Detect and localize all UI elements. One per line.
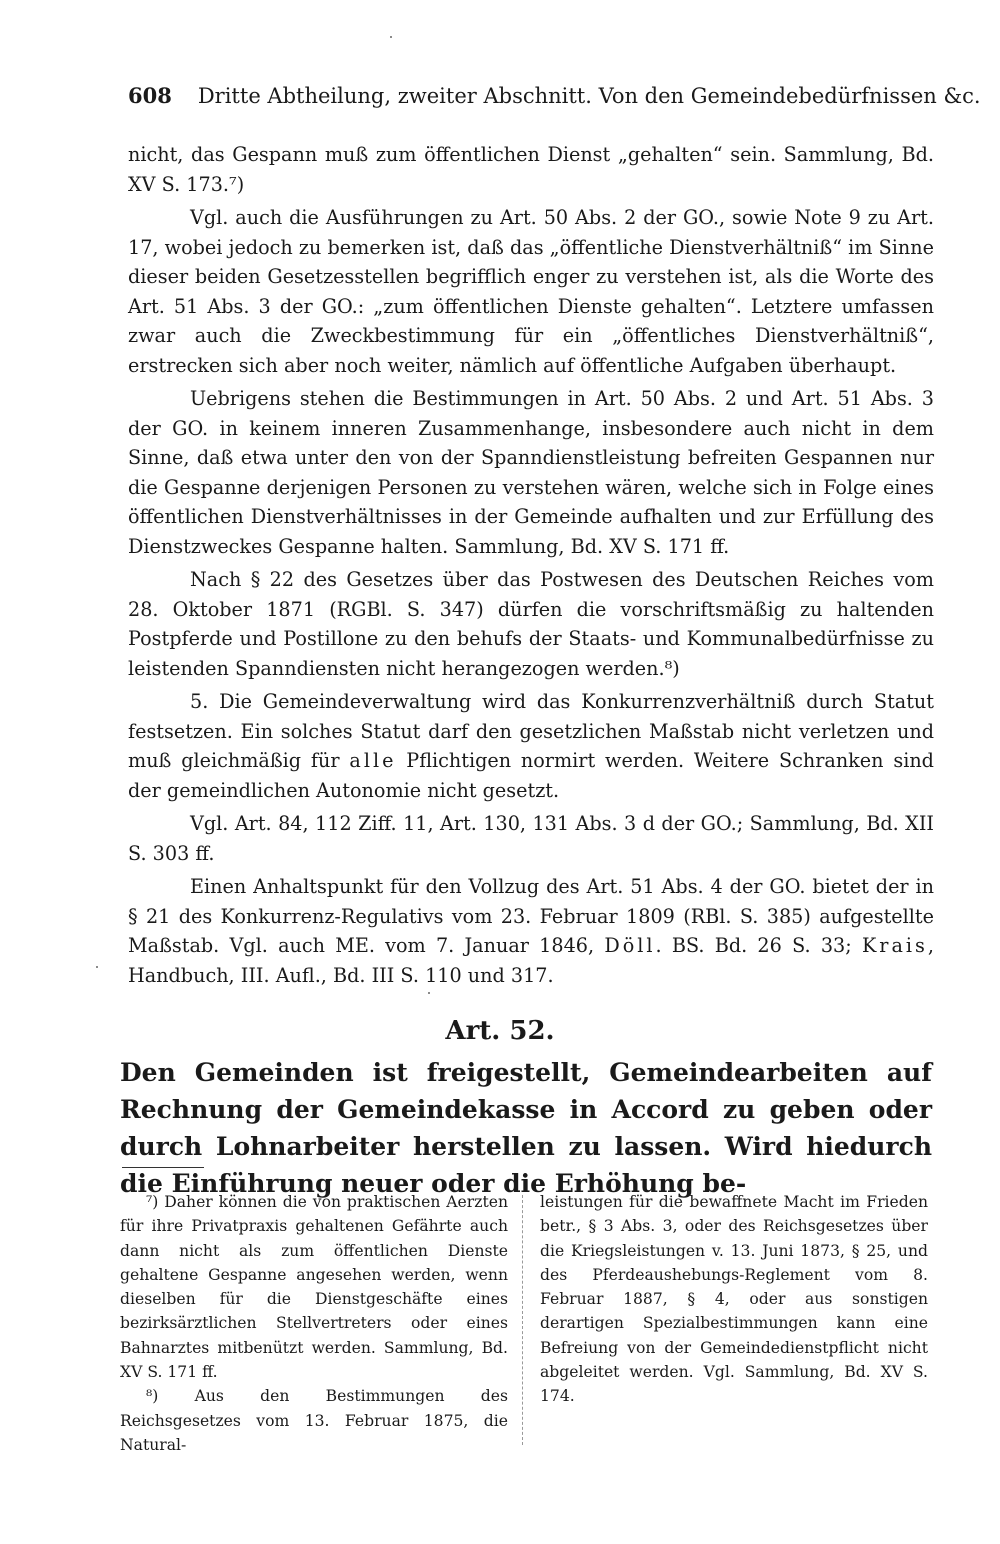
main-text — [128, 140, 934, 994]
page-number: 608 — [128, 83, 172, 108]
running-header — [128, 82, 981, 110]
paragraph-5-part-b: Pflichtigen normirt werden. Weitere Schranken sind der gemeindlichen Autonomie nicht gesetzt. — [128, 749, 934, 802]
paragraph-7-mid: . BS. Bd. 26 S. 33; — [655, 934, 852, 957]
footnote-column-right — [540, 1190, 928, 1409]
paragraph-3: Uebrigens stehen die Bestimmungen in Art. 50 Abs. 2 und Art. 51 Abs. 3 der GO. in keinem inneren Zusammenhange, insbesondere auch nicht in dem Sinne, daß etwa unter den von der Spanndienstleistung befreiten Gespannen nur die Gespanne derjenigen Personen zu verstehen wären, welche sich in Folge eines öffentlichen Dienstverhältnisses in der Gemeinde aufhalten und zur Erfüllung des Dienstzweckes Gespanne halten. Sammlung, Bd. XV S. 171 ff. — [128, 387, 934, 558]
article-text: Den Gemeinden ist freigestellt, Gemeindearbeiten auf Rechnung der Gemeindekasse in Accord zu geben oder durch Lohnarbeiter herstellen zu lassen. Wird hiedurch die Einführung neuer oder die Erhöhung be- — [120, 1058, 932, 1198]
author-doell: Döll — [604, 934, 656, 957]
paper-speck — [428, 992, 430, 994]
footnote-rule — [122, 1167, 204, 1168]
footnote-7: ⁷) Daher können die von praktischen Aerzten für ihre Privatpraxis gehaltenen Gefährte auch dann nicht als zum öffentlichen Dienste gehaltene Gespanne angesehen werden, wenn dieselben für die Dienstgeschäfte eines bezirksärztlichen Stellvertreters oder eines Bahnarztes mitbenützt werden. Sammlung, Bd. XV S. 171 ff. — [120, 1193, 508, 1382]
paragraph-4: Nach § 22 des Gesetzes über das Postwesen des Deutschen Reiches vom 28. Oktober 1871 (RGBl. S. 347) dürfen die vorschriftsmäßig zu haltenden Postpferde und Postillone zu den behufs der Staats- und Kommunalbedürfnisse zu leistenden Spanndiensten nicht herangezogen werden.⁸) — [128, 568, 934, 680]
footnote-column-left — [120, 1190, 508, 1457]
paragraph-5-emphasis: alle — [349, 749, 397, 772]
paragraph-7 — [128, 872, 934, 990]
column-divider — [522, 1195, 523, 1445]
paper-speck — [390, 36, 392, 38]
paragraph-6: Vgl. Art. 84, 112 Ziff. 11, Art. 130, 131 Abs. 3 d der GO.; Sammlung, Bd. XII S. 303 ff. — [128, 812, 934, 865]
article-heading: Art. 52. — [445, 1016, 555, 1046]
paragraph-2: Vgl. auch die Ausführungen zu Art. 50 Abs. 2 der GO., sowie Note 9 zu Art. 17, wobei jedoch zu bemerken ist, daß das „öffentliche Dienstverhältniß“ im Sinne dieser beiden Gesetzesstellen begrifflich enger zu verstehen ist, als die Worte des Art. 51 Abs. 3 der GO.: „zum öffentlichen Dienste gehalten“. Letztere umfassen zwar auch die Zweckbestimmung für ein „öffentliches Dienstverhältniß“, erstrecken sich aber noch weiter, nämlich auf öffentliche Aufgaben überhaupt. — [128, 206, 934, 377]
paragraph-7-part-a: Einen Anhaltspunkt für den Vollzug des Art. 51 Abs. 4 der GO. bietet der in § 21 des Konkurrenz-Regulativs vom 23. Februar 1809 (RBl. S. 385) aufgestellte Maßstab. Vgl. auch ME. vom 7. Januar 1846, — [128, 875, 934, 957]
footnote-8-start: ⁸) Aus den Bestimmungen des Reichsgesetzes vom 13. Februar 1875, die Natural- — [120, 1387, 508, 1454]
footnote-8-continuation: leistungen für die bewaffnete Macht im Frieden betr., § 3 Abs. 3, oder des Reichsgesetzes über die Kriegsleistungen v. 13. Juni 1873, § 25, und des Pferdeaushebungs-Reglement vom 8. Februar 1887, § 4, oder aus sonstigen derartigen Spezialbestimmungen kann eine Befreiung von der Gemeindedienstpflicht nicht abgeleitet werden. Vgl. Sammlung, Bd. XV S. 174. — [540, 1193, 928, 1406]
paragraph-5 — [128, 687, 934, 805]
running-title: Dritte Abtheilung, zweiter Abschnitt. Von den Gemeindebedürfnissen &c. — [197, 84, 981, 108]
paper-speck — [96, 966, 98, 968]
paragraph-7-part-b: , Handbuch, III. Aufl., Bd. III S. 110 und 317. — [128, 934, 934, 987]
paragraph-5-part-a: 5. Die Gemeindeverwaltung wird das Konkurrenzverhältniß durch Statut festsetzen. Ein solches Statut darf den gesetzlichen Maßstab nicht verletzen und muß gleichmäßig für — [128, 690, 934, 772]
paragraph-1: nicht, das Gespann muß zum öffentlichen Dienst „gehalten“ sein. Sammlung, Bd. XV S. 173.⁷) — [128, 143, 934, 196]
author-krais: Krais — [861, 934, 928, 957]
